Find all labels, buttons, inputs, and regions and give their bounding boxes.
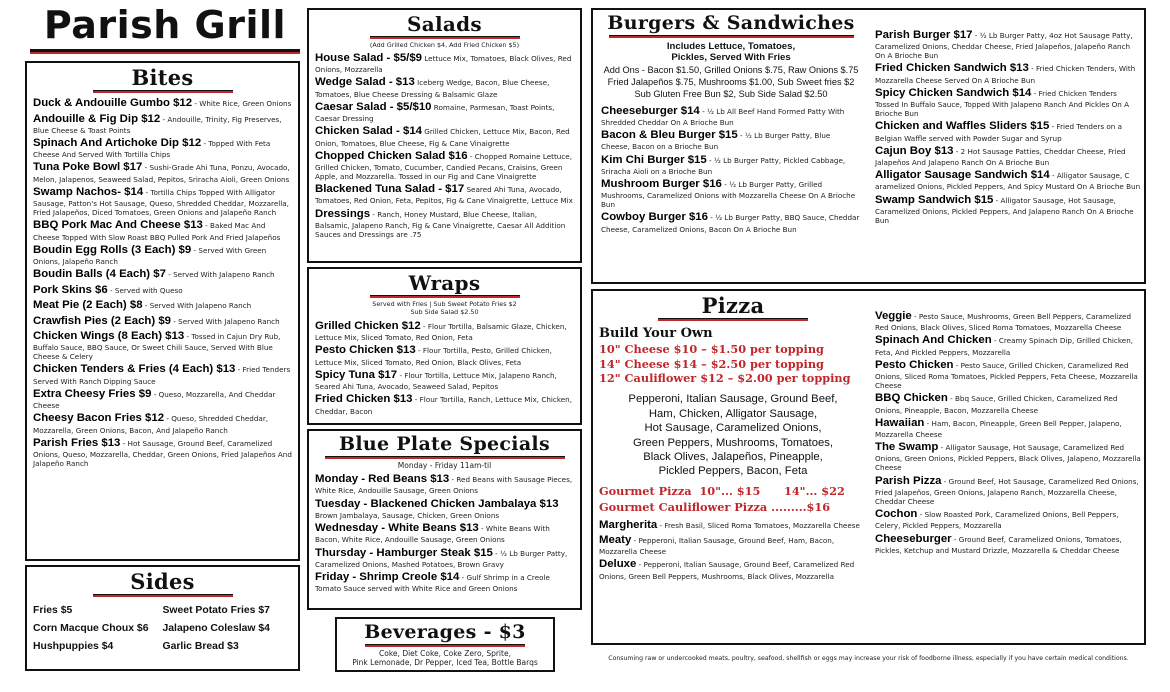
menu-item <box>601 153 861 176</box>
menu-item-name: Grilled Chicken $12 <box>315 320 421 332</box>
sides-section <box>25 565 300 671</box>
build-your-own-title: Build Your Own <box>599 326 713 342</box>
menu-item-name: Margherita <box>599 518 658 531</box>
menu-item-name: Boudin Egg Rolls (3 Each) $9 <box>33 243 192 256</box>
menu-item-description: - Andouille, Trinity, Fig Preserves, Blue Cheese & Toast Points <box>33 114 282 135</box>
pizza-size: 10" Cheese $10 – $1.50 per topping <box>599 342 824 357</box>
menu-item-name: Swamp Sandwich $15 <box>875 193 994 206</box>
menu-item <box>601 177 861 209</box>
menu-item-name: Chicken Salad - $14 <box>315 125 422 138</box>
menu-item-description: - Ground Beef, Hot Sausage, Caramelized Red Onions, Fried Jalapeños, Green Onions, Jalapeno Ranch, Mozzarella Cheese, Cheddar Cheese <box>875 476 1139 506</box>
menu-item-name: Veggie <box>875 310 912 322</box>
burgers-section <box>591 8 1146 284</box>
menu-item <box>599 518 867 532</box>
menu-item-description: Grilled Chicken, Lettuce Mix, Bacon, Red Onion, Tomatoes, Blue Cheese, Fig & Cane Vinaigrette <box>315 127 570 148</box>
menu-item-description: - Alligator Sausage, Hot Sausage, Caramelized Red Onions, Green Onions, Pickled Peppers, Black Olives, Jalapeno, Mozzarella Cheese <box>875 443 1141 473</box>
menu-item-description: - Chopped Romaine Lettuce, Grilled Chicken, Tomato, Cucumber, Candied Pecans, Craisins, Green Apple, and Mozzarella. Tossed in our Fig and Cane Vinaigrette <box>315 151 572 181</box>
menu-item-name: House Salad - $5/$9 <box>315 52 422 64</box>
menu-item <box>315 546 574 569</box>
menu-item-name: Duck & Andouille Gumbo $12 <box>33 97 193 110</box>
menu-item <box>599 533 867 556</box>
sides-grid <box>33 605 292 652</box>
menu-item <box>33 136 292 159</box>
side-item: Fries $5 <box>33 605 73 617</box>
salads-list <box>315 51 574 239</box>
menu-item-name: Kim Chi Burger $15 <box>601 153 707 166</box>
food-safety-disclaimer: Consuming raw or undercooked meats, poultry, seafood, shellfish or eggs may increase your risk of foodborne illness, especially if you have certain medical conditions. <box>608 655 1129 662</box>
menu-item <box>33 329 292 361</box>
menu-item-name: Dressings <box>315 207 371 220</box>
menu-item-description: - ½ Lb Burger Patty, Caramelized Onions, Mashed Potatoes, Brown Gravy <box>315 548 568 569</box>
menu-item-name: Parish Burger $17 <box>875 29 973 41</box>
wraps-note-2: Sub Side Salad $2.50 <box>410 308 479 316</box>
menu-item-name: Pesto Chicken $13 <box>315 344 416 357</box>
menu-item-name: Spicy Tuna $17 <box>315 368 398 381</box>
menu-item <box>33 96 292 110</box>
menu-item-name: Caesar Salad - $5/$10 <box>315 100 432 113</box>
menu-item-description: Romaine, Parmesan, Toast Points, Caesar Dressing <box>315 102 555 124</box>
menu-item-name: Crawfish Pies (2 Each) $9 <box>33 314 172 327</box>
menu-item <box>33 362 292 385</box>
menu-item-name: Alligator Sausage Sandwich $14 <box>875 169 1050 182</box>
menu-item <box>315 182 574 205</box>
menu-item-description: - Pesto Sauce, Grilled Chicken, Caramelized Red Onions, Sliced Roma Tomatoes, Pickled Peppers, Feta Cheese, Mozzarella Cheese <box>875 360 1138 391</box>
menu-item-name: Hawaiian <box>875 416 925 429</box>
menu-item-description: - Served With Jalapeno Ranch <box>142 301 252 311</box>
menu-item <box>875 28 1141 60</box>
menu-item <box>875 61 1141 84</box>
menu-item-description: - ½ Lb All Beef Hand Formed Patty With Shredded Cheddar On A Brioche Bun <box>601 106 845 127</box>
menu-item <box>33 314 292 328</box>
pizza-list-right <box>875 309 1141 556</box>
wraps-section <box>307 267 582 425</box>
menu-item-description: - Hot Sausage, Ground Beef, Caramelized Onions, Queso, Mozzarella, Cheddar, Green Onions, Fried Jalapeños And Jalapeño Ranch <box>33 438 292 468</box>
menu-item-description: - White Rice, Green Onions <box>192 99 292 109</box>
menu-item-description: - Ranch, Honey Mustard, Blue Cheese, Italian, Balsamic, Jalapeno Ranch, Fig & Cane Vinaigrette, Caesar All Addition Sauces and Dressings are .75 <box>315 209 566 239</box>
menu-item-description: - Bbq Sauce, Grilled Chicken, Caramelized Red Onions, Pineapple, Bacon, Mozzarella Cheese <box>875 394 1118 415</box>
menu-item <box>601 210 861 233</box>
menu-item <box>33 283 292 297</box>
section-rule <box>325 456 565 459</box>
topping-line: Pepperoni, Italian Sausage, Ground Beef, <box>628 393 838 406</box>
menu-item-name: Meat Pie (2 Each) $8 <box>33 299 143 312</box>
pizza-size: 14" Cheese $14 – $2.50 per topping <box>599 356 824 371</box>
menu-item-description: - ½ Lb Burger Patty, 4oz Hot Sausage Patty, Caramelized Onions, Cheddar Cheese, Fried Jalapeños, Jalapeño Ranch On A Brioche Bun <box>875 31 1133 61</box>
section-rule <box>370 295 520 298</box>
blue-plate-note: Monday - Friday 11am-til <box>397 460 492 470</box>
salads-title: Salads <box>406 12 482 36</box>
menu-item <box>33 112 292 135</box>
menu-item-name: Swamp Nachos- $14 <box>33 185 144 198</box>
menu-item-name: Extra Cheesy Fries $9 <box>33 387 152 400</box>
menu-item-description: - ½ Lb Burger Patty, BBQ Sauce, Cheddar Cheese, Caramelized Onions, Bacon On A Brioche Bun <box>601 213 860 234</box>
menu-item <box>875 168 1141 191</box>
section-rule <box>93 90 233 93</box>
menu-item-description: - Alligator Sausage, C aramelized Onions, Pickled Peppers, And Spicy Mustard On A Brioche Bun <box>875 171 1141 192</box>
menu-item <box>315 497 574 520</box>
sides-title: Sides <box>130 569 195 594</box>
menu-item-description: - Served with Queso <box>107 285 183 295</box>
wraps-title: Wraps <box>408 271 481 295</box>
menu-item-name: Cochon <box>875 508 918 521</box>
menu-item-name: BBQ Pork Mac And Cheese $13 <box>33 219 203 232</box>
menu-item-description: - Sushi-Grade Ahi Tuna, Ponzu, Avocado, Melon, Jalapenos, Seaweed Salad, Pepitos, Sriracha Aioli, Green Onions <box>33 163 290 184</box>
topping-line: Hot Sausage, Caramelized Onions, <box>644 422 822 435</box>
menu-item-description: - ½ Lb Burger Patty, Blue Cheese, Bacon on a Brioche Bun <box>601 131 831 152</box>
menu-item-name: Parish Pizza <box>875 474 942 487</box>
menu-item <box>315 124 574 147</box>
menu-item <box>33 185 292 217</box>
menu-item-name: Thursday - Hamburger Steak $15 <box>315 546 493 559</box>
topping-line: Green Peppers, Mushrooms, Tomatoes, <box>632 436 834 449</box>
menu-item-description: - Served With Jalapeno Ranch <box>165 270 275 280</box>
menu-item-description: - Pepperoni, Italian Sausage, Ground Beef, Ham, Bacon, Mozzarella Cheese <box>599 535 835 557</box>
wraps-list <box>315 319 574 416</box>
menu-item-name: The Swamp <box>875 441 939 454</box>
blue-plate-list <box>315 472 574 593</box>
menu-item-name: Andouille & Fig Dip $12 <box>33 112 161 125</box>
menu-item-name: Boudin Balls (4 Each) $7 <box>33 268 166 281</box>
wraps-note-1: Served with Fries | Sub Sweet Potato Fries $2 <box>372 300 517 308</box>
menu-item-description: - Pepperoni, Italian Sausage, Ground Beef, Caramelized Red Onions, Green Bell Peppers, Mushrooms, Black Olives, Mozzarella <box>599 560 855 581</box>
pizza-toppings <box>599 392 867 479</box>
menu-item-description: - 2 Hot Sausage Patties, Cheddar Cheese, Fried Jalapeños And Jalapeno Ranch On A Brioche Bun <box>875 146 1126 167</box>
menu-item <box>315 472 574 495</box>
menu-item-name: Wednesday - White Beans $13 <box>315 522 479 535</box>
menu-item <box>601 104 861 127</box>
menu-item-name: Wedge Salad - $13 <box>315 76 415 89</box>
menu-item-name: Chicken and Waffles Sliders $15 <box>875 120 1050 133</box>
side-item: Corn Macque Choux $6 <box>33 623 149 635</box>
menu-item-description: - Flour Tortilla, Balsamic Glaze, Chicken, Lettuce Mix, Sliced Tomato, Red Onion, Feta <box>315 322 567 343</box>
menu-item-description: - Tossed in Cajun Dry Rub, Buffalo Sauce, BBQ Sauce, Or Sweet Chili Sauce, Served With Blue Cheese & Celery <box>33 331 281 362</box>
menu-item-name: Spicy Chicken Sandwich $14 <box>875 86 1032 99</box>
section-rule <box>93 594 233 597</box>
menu-item <box>315 521 574 544</box>
menu-item <box>599 557 867 580</box>
menu-item <box>875 333 1141 356</box>
menu-item-name: Tuna Poke Bowl $17 <box>33 161 143 174</box>
beverages-line-2: Pink Lemonade, Dr Pepper, Iced Tea, Bottle Barqs <box>352 658 538 668</box>
menu-item <box>875 86 1141 118</box>
menu-item-description: - ½ Lb Burger Patty, Pickled Cabbage, Sriracha Aioli on a Brioche Bun <box>601 155 846 176</box>
menu-item-name: Tuesday - Blackened Chicken Jambalaya $13 <box>315 497 559 510</box>
menu-item-description: - Tortilla Chips Topped With Alligator Sausage, Patton's Hot Sausage, Queso, Shredded Cheddar, Mozzarella, Fried Jalapeños, Diced Tomatoes, Green Onions and Jalapeño Ranch <box>33 187 289 218</box>
menu-item-name: Pesto Chicken <box>875 358 954 371</box>
menu-item <box>33 411 292 434</box>
section-rule <box>370 36 520 39</box>
menu-item-name: BBQ Chicken <box>875 392 948 405</box>
menu-item <box>875 416 1141 439</box>
menu-item-description: - Flour Tortilla, Lettuce Mix, Jalapeno Ranch, Seared Ahi Tuna, Avocado, Seaweed Salad, Pepitos <box>315 370 557 392</box>
menu-item-description: - Fresh Basil, Sliced Roma Tomatoes, Mozzarella Cheese <box>657 520 860 530</box>
menu-item-description: - Served With Green Onions, Jalapeño Ranch <box>33 245 267 267</box>
menu-item <box>33 387 292 410</box>
menu-item-name: Spinach And Chicken <box>875 334 992 347</box>
menu-item <box>875 193 1141 225</box>
side-item: Sweet Potato Fries $7 <box>162 605 270 617</box>
burgers-title: Burgers & Sandwiches <box>607 12 855 34</box>
beverages-line-1: Coke, Diet Coke, Coke Zero, Sprite, <box>379 648 511 658</box>
menu-item-name: Mushroom Burger $16 <box>601 178 722 191</box>
menu-item-description: - Red Beans with Sausage Pieces, White Rice, Andouille Sausage, Green Onions <box>315 475 573 496</box>
menu-item-description: - Slow Roasted Pork, Caramelized Onions, Bell Peppers, Celery, Pickled Peppers, Mozzarella <box>875 510 1119 531</box>
menu-item-description: - Gulf Shrimp in a Creole Tomato Sauce served with White Rice and Green Onions <box>315 572 550 594</box>
menu-item <box>315 343 574 366</box>
burgers-intro-2: Pickles, Served With Fries <box>671 52 791 64</box>
menu-item-description: - Served With Jalapeno Ranch <box>171 316 280 326</box>
topping-line: Black Olives, Jalapeños, Pineapple, <box>643 450 823 463</box>
menu-item-name: Chopped Chicken Salad $16 <box>315 149 468 162</box>
menu-item-name: Bacon & Bleu Burger $15 <box>601 129 738 142</box>
menu-item-description: - Fried Chicken Tenders, With Mozzarella Cheese Served On A Brioche Bun <box>875 64 1136 85</box>
menu-item-name: Cheeseburger $14 <box>601 104 700 117</box>
menu-item <box>875 391 1141 414</box>
salads-section <box>307 8 582 263</box>
menu-item-name: Cajun Boy $13 <box>875 144 954 157</box>
restaurant-name: Parish Grill <box>43 3 287 47</box>
topping-line: Pickled Peppers, Bacon, Feta <box>658 465 808 478</box>
menu-item-description: - Topped With Feta Cheese And Served With Tortilla Chips <box>33 139 271 160</box>
menu-item <box>875 440 1141 472</box>
menu-item-description: Lettuce Mix, Tomatoes, Black Olives, Red Onions, Mozzarella <box>315 54 572 75</box>
menu-item-description: - Fried Tenders on a Belgian Waffle served with Powder Sugar and Syrup <box>875 122 1123 143</box>
menu-item-name: Meaty <box>599 533 632 546</box>
menu-item <box>315 368 574 391</box>
menu-item <box>33 298 292 312</box>
menu-item <box>315 207 574 239</box>
menu-item-name: Cowboy Burger $16 <box>601 211 708 224</box>
menu-item-description: - Fried Tenders Served With Ranch Dipping Sauce <box>33 365 291 386</box>
menu-item-description: - Alligator Sausage, Hot Sausage, Caramelized Onions, Pickled Peppers, And Jalapeno Ranch On A Brioche Bun <box>875 195 1134 225</box>
menu-item-description: - Baked Mac And Cheese Topped With Slow Roast BBQ Pulled Pork And Fried Jalapeños <box>33 221 281 242</box>
menu-item-name: Monday - Red Beans $13 <box>315 473 450 486</box>
menu-item-description: - Pesto Sauce, Mushrooms, Green Bell Peppers, Caramelized Red Onions, Black Olives, Sliced Roma Tomatoes, Mozzarella Cheese <box>875 312 1132 333</box>
side-item: Hushpuppies $4 <box>33 641 114 653</box>
bites-list <box>33 96 292 468</box>
section-rule <box>365 644 525 647</box>
menu-item <box>875 507 1141 530</box>
menu-item <box>315 392 574 415</box>
menu-item <box>315 100 574 123</box>
pizza-size: 12" Cauliflower $12 – $2.00 per topping <box>599 371 851 386</box>
menu-item <box>601 128 861 151</box>
beverages-title: Beverages - $3 <box>364 621 526 643</box>
menu-item-description: - Fried Chicken Tenders Tossed In Buffalo Sauce, Topped With Jalapeno Ranch And Pickles On A Brioche Bun <box>875 88 1130 119</box>
menu-item-name: Cheeseburger <box>875 532 952 545</box>
menu-item-name: Pork Skins $6 <box>33 283 108 296</box>
menu-item-name: Friday - Shrimp Creole $14 <box>315 570 460 583</box>
pizza-section <box>591 289 1146 645</box>
menu-item <box>33 160 292 183</box>
menu-item-description: Brown Jambalaya, Sausage, Chicken, Green Onions <box>315 510 500 520</box>
burgers-addons: Add Ons - Bacon $1.50, Grilled Onions $.75, Raw Onions $.75 Fried Jalapeños $.75, Mushrooms $1.00, Sub Sweet fries $2 Sub Gluten Free Bun $2, Sub Side Salad $2.50 <box>603 64 859 99</box>
menu-item-description: - ½ Lb Burger Patty, Grilled Mushrooms, Caramelized Onions with Mozzarella Cheese On A Brioche Bun <box>601 180 856 210</box>
menu-item-description: - Creamy Spinach Dip, Grilled Chicken, Feta, And Pickled Peppers, Mozzarella <box>875 336 1134 357</box>
menu-item <box>875 358 1141 390</box>
menu-item-name: Chicken Tenders & Fries (4 Each) $13 <box>33 363 236 376</box>
burgers-list-left <box>597 104 865 234</box>
menu-item <box>315 319 574 342</box>
bites-title: Bites <box>131 65 194 90</box>
menu-item <box>875 309 1141 332</box>
menu-item <box>315 51 574 74</box>
blue-plate-section <box>307 429 582 610</box>
pizza-title: Pizza <box>701 293 765 318</box>
side-item: Jalapeno Coleslaw $4 <box>162 623 270 635</box>
menu-item <box>33 218 292 241</box>
menu-item <box>33 267 292 281</box>
section-rule <box>658 318 808 321</box>
menu-item <box>315 149 574 181</box>
topping-line: Ham, Chicken, Alligator Sausage, <box>648 407 818 420</box>
burgers-list-right <box>875 28 1141 226</box>
blue-plate-title: Blue Plate Specials <box>339 433 550 455</box>
section-rule <box>609 35 854 38</box>
side-item: Garlic Bread $3 <box>162 641 239 653</box>
menu-item-description: - Queso, Shredded Cheddar, Mozzarella, Green Onions, Bacon, And Jalapeño Ranch <box>33 414 269 435</box>
menu-item-description: - White Beans With Bacon, White Rice, Andouille Sausage, Green Onions <box>315 524 550 545</box>
menu-item <box>875 119 1141 142</box>
menu-item-description: Iceberg Wedge, Bacon, Blue Cheese, Tomatoes, Blue Cheese Dressing & Balsamic Glaze <box>315 78 550 99</box>
menu-item <box>875 144 1141 167</box>
menu-item <box>315 75 574 98</box>
menu-item-name: Fried Chicken Sandwich $13 <box>875 62 1029 75</box>
menu-item-description: - Ham, Bacon, Pineapple, Green Bell Pepper, Jalapeno, Mozzarella Cheese <box>875 418 1122 439</box>
title-rule <box>30 49 300 54</box>
menu-item-description: Seared Ahi Tuna, Avocado, Tomatoes, Red Onion, Feta, Pepitos, Fig & Cane Vinaigrette, Lettuce Mix <box>315 185 573 206</box>
menu-item-description: - Queso, Mozzarella, And Cheddar Cheese <box>33 389 276 411</box>
menu-item <box>875 532 1141 555</box>
beverages-section <box>335 617 555 672</box>
menu-item-name: Fried Chicken $13 <box>315 393 413 406</box>
menu-item-name: Cheesy Bacon Fries $12 <box>33 412 165 425</box>
menu-item <box>875 474 1141 506</box>
menu-item-description: - Flour Tortilla, Ranch, Lettuce Mix, Chicken, Cheddar, Bacon <box>315 395 573 416</box>
pizza-list-left <box>599 518 867 581</box>
gourmet-cauliflower-price: Gourmet Cauliflower Pizza .........$16 <box>599 499 831 514</box>
gourmet-pizza-price: Gourmet Pizza 10"... $15 14"... $22 <box>599 483 845 498</box>
menu-item <box>315 570 574 593</box>
menu-item <box>33 243 292 266</box>
menu-item-description: - Ground Beef, Caramelized Onions, Tomatoes, Pickles, Ketchup and Mustard Drizzle, Mozzarella & Cheddar Cheese <box>875 534 1122 555</box>
burgers-intro-1: Includes Lettuce, Tomatoes, <box>666 40 796 52</box>
menu-item-name: Chicken Wings (8 Each) $13 <box>33 329 185 342</box>
menu-item-name: Deluxe <box>599 558 637 571</box>
salads-note: (Add Grilled Chicken $4, Add Fried Chicken $5) <box>369 41 520 49</box>
menu-item-description: - Flour Tortilla, Pesto, Grilled Chicken, Lettuce Mix, Sliced Tomato, Red Onion, Black Olives, Feta <box>315 346 552 367</box>
menu-item <box>33 436 292 468</box>
menu-item-name: Parish Fries $13 <box>33 436 121 449</box>
bites-section <box>25 61 300 561</box>
menu-item-name: Spinach And Artichoke Dip $12 <box>33 137 202 150</box>
menu-item-name: Blackened Tuna Salad - $17 <box>315 183 465 196</box>
